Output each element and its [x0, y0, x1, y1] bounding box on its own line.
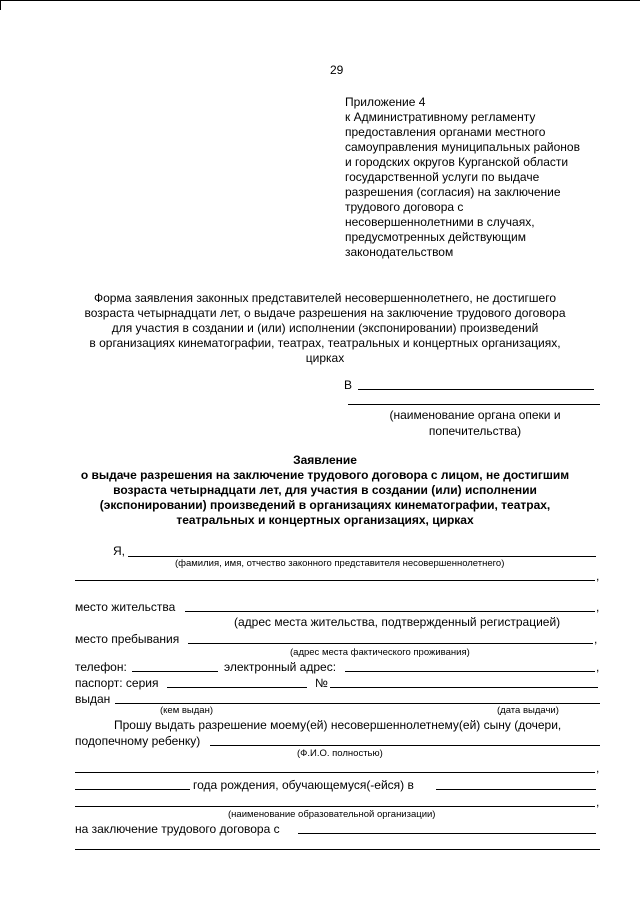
representative-name-field[interactable]	[128, 556, 596, 557]
appendix-line: государственной услуги по выдаче	[345, 170, 540, 184]
issued-field[interactable]	[115, 703, 600, 704]
addressee-name-field-2[interactable]	[348, 404, 600, 405]
comma: ,	[596, 795, 600, 809]
birth-text: года рождения, обучающемуся(-ейся) в	[193, 778, 414, 792]
request-line-2: подопечному ребенку)	[75, 734, 201, 748]
appendix-line: Приложение 4	[345, 95, 426, 109]
comma: ,	[596, 600, 600, 614]
ya-caption: (фамилия, имя, отчество законного представителя несовершеннолетнего)	[175, 558, 505, 569]
statement-line: (экспонировании) произведений в организациях кинематографии, театрах,	[99, 498, 551, 512]
contract-party-field-2[interactable]	[75, 849, 600, 850]
issued-label: выдан	[75, 692, 111, 706]
issued-by-caption: (кем выдан)	[160, 705, 213, 716]
passport-series-field[interactable]	[167, 687, 307, 688]
appendix-line: законодательством	[345, 245, 454, 259]
issue-date-caption: (дата выдачи)	[497, 705, 559, 716]
statement-line: о выдаче разрешения на заключение трудового договора с лицом, не достигшим	[80, 468, 570, 482]
statement-line: возраста четырнадцати лет, для участия в создании (или) исполнении	[113, 483, 537, 497]
form-title-line: в организациях кинематографии, театрах, театральных и концертных организациях,	[89, 336, 561, 350]
ya-label: Я,	[113, 544, 125, 558]
email-label: электронный адрес:	[224, 660, 337, 674]
appendix-line: разрешения (согласия) на заключение	[345, 185, 561, 199]
stay-label: место пребывания	[75, 632, 180, 646]
residence-caption: (адрес места жительства, подтвержденный регистрацией)	[234, 615, 561, 629]
residence-field[interactable]	[185, 611, 595, 612]
email-field[interactable]	[345, 671, 595, 672]
page-corner-mark	[0, 0, 19, 10]
stay-field[interactable]	[188, 643, 593, 644]
representative-name-field-2[interactable]	[75, 580, 595, 581]
statement-title: Заявление	[293, 453, 357, 467]
number-label: №	[315, 676, 328, 690]
child-name-field[interactable]	[210, 745, 600, 746]
stay-caption: (адрес места фактического проживания)	[290, 647, 470, 658]
school-field[interactable]	[436, 789, 596, 790]
comma: ,	[594, 632, 598, 646]
page-number: 29	[330, 63, 344, 77]
appendix-line: самоуправления муниципальных районов	[345, 140, 580, 154]
page-top-border	[0, 0, 640, 1]
form-title-line: Форма заявления законных представителей несовершеннолетнего, не достигшего	[94, 291, 556, 305]
phone-label: телефон:	[75, 660, 127, 674]
form-title-line: цирках	[305, 351, 345, 365]
passport-number-field[interactable]	[330, 687, 598, 688]
addressee-name-field[interactable]	[358, 389, 594, 390]
statement-line: театральных и концертных организациях, цирках	[176, 513, 474, 527]
comma: ,	[596, 660, 600, 674]
form-title-line: для участия в создании и (или) исполнении (экспонировании) произведений	[111, 321, 539, 335]
school-field-2[interactable]	[75, 806, 595, 807]
contract-label: на заключение трудового договора с	[75, 822, 280, 836]
comma: ,	[596, 569, 600, 583]
appendix-line: трудового договора с	[345, 200, 464, 214]
addressee-caption: попечительства)	[428, 424, 522, 438]
appendix-line: несовершеннолетними в случаях,	[345, 215, 535, 229]
org-caption: (наименование образовательной организации)	[228, 809, 436, 820]
phone-field[interactable]	[132, 671, 218, 672]
appendix-line: и городских округов Курганской области	[345, 155, 569, 169]
contract-party-field[interactable]	[298, 833, 596, 834]
residence-label: место жительства	[75, 600, 176, 614]
birth-year-field[interactable]	[75, 789, 190, 790]
form-title-line: возраста четырнадцати лет, о выдаче разрешения на заключение трудового договора	[84, 306, 566, 320]
appendix-line: предусмотренных действующим	[345, 230, 526, 244]
comma: ,	[596, 761, 600, 775]
passport-label: паспорт: серия	[75, 676, 159, 690]
appendix-line: к Административному регламенту	[345, 110, 536, 124]
appendix-line: предоставления органами местного	[345, 125, 546, 139]
child-name-field-2[interactable]	[75, 772, 595, 773]
request-line-1: Прошу выдать разрешение моему(ей) несовершеннолетнему(ей) сыну (дочери,	[114, 718, 562, 732]
fio-caption: (Ф.И.О. полностью)	[297, 748, 383, 759]
addressee-caption: (наименование органа опеки и	[389, 408, 561, 422]
addressee-prefix: В	[344, 378, 353, 392]
